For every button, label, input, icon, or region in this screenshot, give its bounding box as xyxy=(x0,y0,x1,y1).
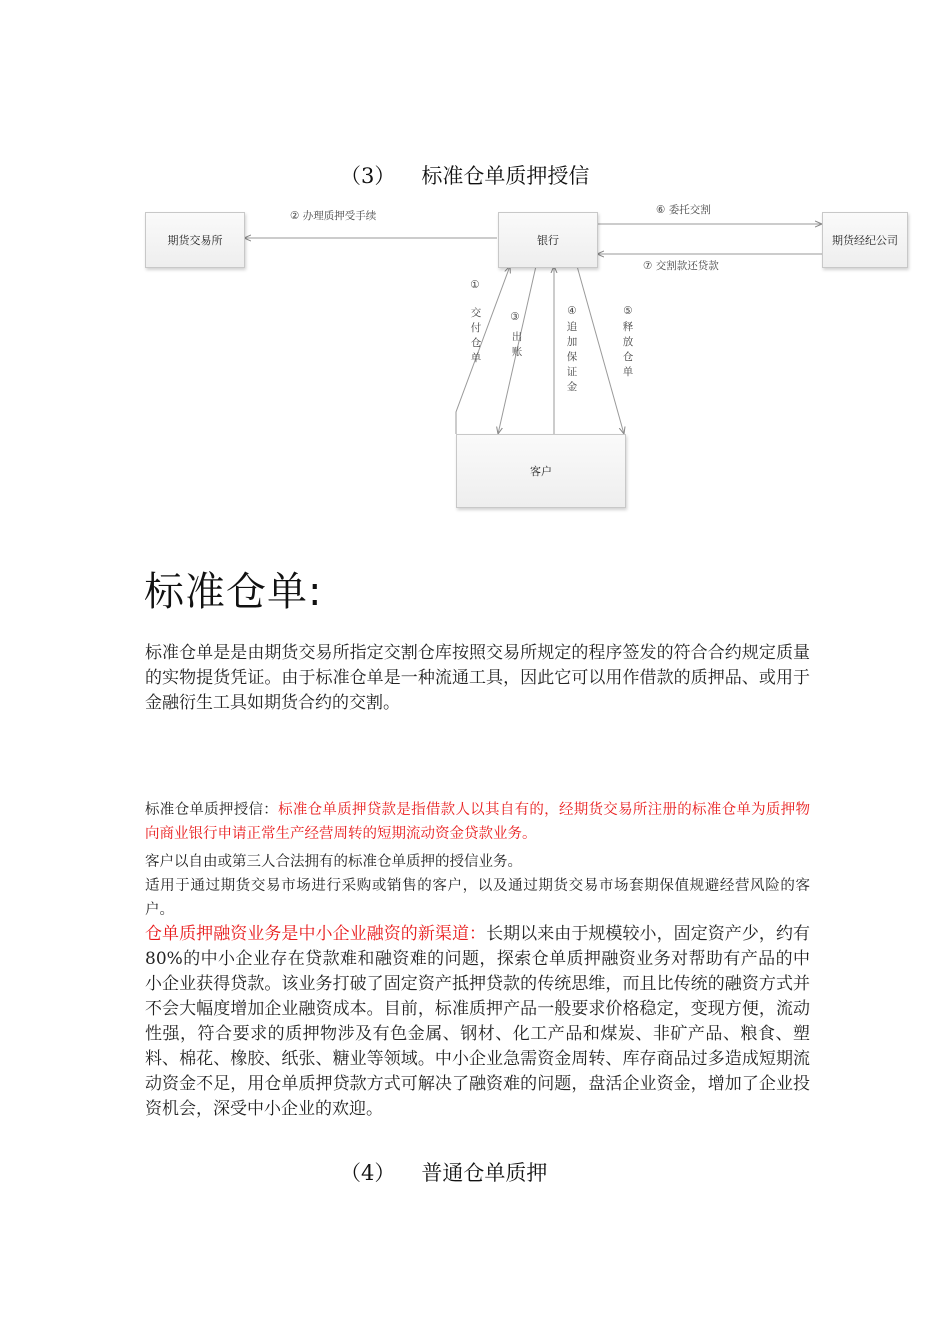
sme-financing-paragraph xyxy=(145,922,810,1122)
section-title: 普通仓单质押 xyxy=(421,1161,548,1185)
section-number: （3） xyxy=(340,164,396,188)
section-number: （4） xyxy=(340,1161,396,1185)
edge-label-e4: 追加保证金 xyxy=(566,321,578,393)
edge-label-e7: ⑦ 交割款还贷款 xyxy=(643,260,719,272)
edge-label-e1: 交付仓单 xyxy=(470,307,482,364)
section-title: 标准仓单质押授信 xyxy=(421,164,590,188)
edge-num-e5: ⑤ xyxy=(623,305,633,317)
sme-body: 长期以来由于规模较小，固定资产少，约有80%的中小企业存在贷款难和融资难的问题，探索仓单质押融资业务对帮助有产品的中小企业获得贷款。该业务打破了固定资产抵押贷款的传统思维，而且比传统的融资方式并不会大幅度增加企业融资成本。目前，标准质押产品一般要求价格稳定，变现方便，流动性强，符合要求的质押物涉及有色金属、钢材、化工产品和煤炭、非矿产品、粮食、塑料、棉花、橡胶、纸张、糖业等领域。中小企业急需资金周转、库存商品过多造成短期流动资金不足，用仓单质押贷款方式可解决了融资难的问题，盘活企业资金，增加了企业投资机会，深受中小企业的欢迎。 xyxy=(145,924,811,1119)
credit-highlight: 标准仓单质押贷款是指借款人以其自有的，经期货交易所注册的标准仓单为质押物向商业银行申请正常生产经营周转的短期流动资金贷款业务。 xyxy=(145,802,811,842)
definition-paragraph: 标准仓单是是由期货交易所指定交割仓库按照交易所规定的程序签发的符合合约规定质量的实物提货凭证。由于标准仓单是一种流通工具，因此它可以用作借款的质押品、或用于金融衍生工具如期货合约的交割。 xyxy=(145,643,810,713)
node-bank: 银行 xyxy=(498,212,598,268)
arrow-e1 xyxy=(456,266,510,434)
edge-num-e1: ① xyxy=(470,279,480,291)
node-customer: 客户 xyxy=(456,434,626,508)
section-3-heading xyxy=(340,160,589,190)
applicable-customers-paragraph: 适用于通过期货交易市场进行采购或销售的客户，以及通过期货交易市场套期保值规避经营风险的客户。 xyxy=(145,878,810,918)
section-4-heading xyxy=(340,1157,547,1187)
arrow-e5 xyxy=(577,266,624,434)
node-exchange: 期货交易所 xyxy=(145,212,245,268)
credit-label: 标准仓单质押授信： xyxy=(145,802,279,818)
edge-label-e6: ⑥ 委托交割 xyxy=(656,204,711,216)
edge-label-e5: 释放仓单 xyxy=(622,321,634,378)
edge-num-e3: ③ xyxy=(510,311,520,323)
node-broker: 期货经纪公司 xyxy=(822,212,908,268)
credit-definition-paragraph xyxy=(145,798,810,846)
pledge-flow-diagram xyxy=(140,200,920,520)
business-scope-paragraph: 客户以自由或第三人合法拥有的标准仓单质押的授信业务。 xyxy=(145,854,522,870)
edge-num-e4: ④ xyxy=(567,305,577,317)
edge-label-e3: 出账 xyxy=(511,331,523,358)
definition-title: 标准仓单: xyxy=(144,569,323,615)
edge-label-e2: ② 办理质押受手续 xyxy=(290,210,377,222)
sme-highlight: 仓单质押融资业务是中小企业融资的新渠道： xyxy=(145,924,487,944)
